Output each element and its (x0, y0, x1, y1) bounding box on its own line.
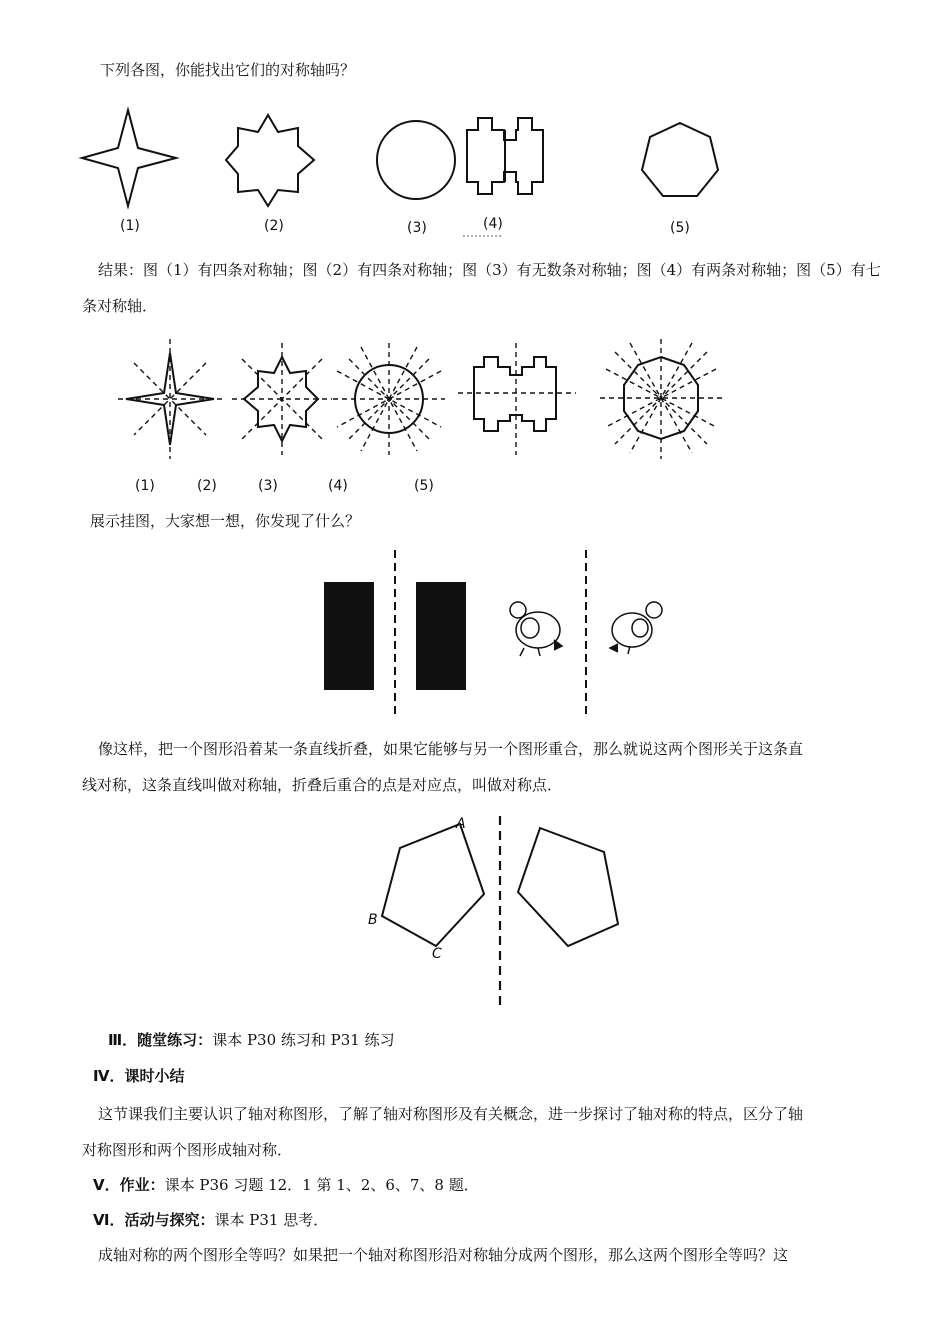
pentagon-figure (360, 812, 660, 1012)
result-paragraph (82, 252, 882, 324)
closing-question: 成轴对称的两个图形全等吗？如果把一个轴对称图形沿对称轴分成两个图形，那么这两个图形全等吗？这 (98, 1246, 789, 1264)
fig1-label-3: (3) (407, 220, 427, 236)
chick-right (610, 602, 662, 654)
fig1-label-4: (4) (483, 216, 503, 232)
question-text: 下列各图，你能找出它们的对称轴吗？ (100, 61, 356, 79)
fig2-label-2: (2) (197, 478, 217, 494)
show-text: 展示挂图，大家想一想，你发现了什么？ (90, 512, 361, 530)
fig1-label-1: (1) (120, 218, 140, 234)
black-rectangle-right (416, 582, 466, 690)
summary-paragraph (82, 1096, 882, 1168)
section-6-heading: Ⅵ．活动与探究： (93, 1211, 215, 1229)
fig2-label-5: (5) (414, 478, 434, 494)
section-3-body: 课本 P30 练习和 P31 练习 (212, 1031, 395, 1049)
figure-row-2 (0, 335, 950, 465)
section-5 (93, 1178, 479, 1193)
heptagon-shape (642, 123, 718, 196)
pentagon-left (382, 824, 484, 946)
section-6-body: 课本 P31 思考． (214, 1211, 329, 1229)
section-4-heading: Ⅳ．课时小结 (93, 1067, 185, 1085)
fig2-label-3: (3) (258, 478, 278, 494)
fig1-label-2: (2) (264, 218, 284, 234)
summary-line-1: 这节课我们主要认识了轴对称图形，了解了轴对称图形及有关概念，进一步探讨了轴对称的特点，区分了轴 (98, 1105, 804, 1123)
circle-shape (377, 121, 455, 199)
fig1-label-5: (5) (670, 220, 690, 236)
fig2-label-4: (4) (328, 478, 348, 494)
label-b: B (368, 912, 378, 928)
section-3-heading: Ⅲ．随堂练习： (108, 1031, 213, 1049)
black-rectangle-left (324, 582, 374, 690)
section-6 (93, 1213, 328, 1228)
fig2-label-1: (1) (135, 478, 155, 494)
label-a: A (456, 816, 466, 832)
summary-line-2: 对称图形和两个图形成轴对称． (82, 1141, 293, 1159)
label-c: C (432, 946, 442, 962)
four-point-star-shape (82, 110, 176, 206)
definition-line-1: 像这样，把一个图形沿着某一条直线折叠，如果它能够与另一个图形重合，那么就说这两个图形关于这条直 (98, 740, 804, 758)
eight-point-star-shape (226, 115, 314, 206)
result-line-2: 条对称轴． (82, 297, 158, 315)
chick-left (510, 602, 562, 656)
definition-line-2: 线对称，这条直线叫做对称轴，折叠后重合的点是对应点，叫做对称点． (82, 776, 563, 794)
section-3 (108, 1033, 395, 1048)
definition-paragraph (82, 731, 882, 803)
section-5-heading: Ⅴ．作业： (93, 1176, 165, 1194)
wall-chart-figure (318, 542, 618, 722)
double-cross-shape (474, 357, 556, 431)
result-line-1: 结果：图（1）有四条对称轴；图（2）有四条对称轴；图（3）有无数条对称轴；图（4）有两条对称轴；图（5）有七 (98, 261, 881, 279)
section-5-body: 课本 P36 习题 12．1 第 1、2、6、7、8 题． (164, 1176, 479, 1194)
pentagon-right (518, 828, 618, 946)
